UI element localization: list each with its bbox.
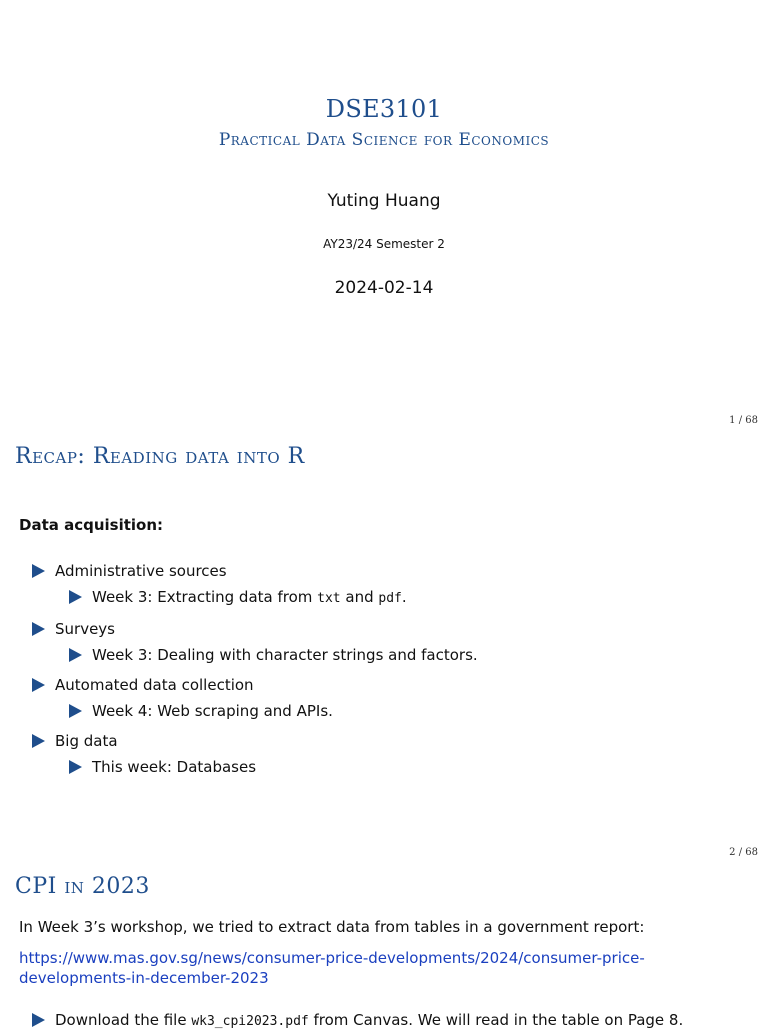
list-item-label: Automated data collection — [55, 676, 254, 694]
code-txt: txt — [317, 591, 341, 606]
sub-list-item — [32, 587, 478, 609]
page-number: 1 / 68 — [729, 415, 758, 426]
triangle-bullet-icon — [69, 704, 82, 718]
sub-item-text: Week 3: Dealing with character strings and factors. — [92, 646, 478, 664]
slide-title: Recap: Reading data into R — [15, 444, 305, 469]
bullet-text: Download the file — [55, 1011, 192, 1029]
course-code: DSE3101 — [325, 95, 443, 123]
triangle-bullet-icon — [69, 760, 82, 774]
sub-item-text: Week 3: Extracting data from — [92, 588, 318, 606]
sub-item-text: This week: Databases — [92, 758, 257, 776]
sub-list-item — [32, 757, 478, 777]
sub-item-text: and — [340, 588, 379, 606]
code-pdf: pdf — [378, 591, 402, 606]
recap-slide — [0, 432, 768, 864]
bullet-text: from Canvas. We will read in the table on Page 8. — [308, 1011, 684, 1029]
sub-list-item — [32, 645, 478, 665]
slide-title: CPI in 2023 — [15, 874, 150, 899]
list-item-label: Administrative sources — [55, 562, 227, 580]
list-item — [32, 619, 478, 639]
title-slide — [0, 0, 768, 432]
list-item-label: Big data — [55, 732, 118, 750]
triangle-bullet-icon — [32, 564, 45, 578]
triangle-bullet-icon — [69, 590, 82, 604]
triangle-bullet-icon — [32, 622, 45, 636]
bullet-list — [32, 557, 478, 777]
code-filename: wk3_cpi2023.pdf — [191, 1014, 309, 1029]
page-number: 2 / 68 — [729, 847, 758, 858]
list-item — [32, 731, 478, 751]
triangle-bullet-icon — [32, 678, 45, 692]
list-item — [32, 561, 478, 581]
cpi-slide — [0, 864, 768, 1029]
sub-item-text: Week 4: Web scraping and APIs. — [92, 702, 333, 720]
sub-item-text: . — [401, 588, 407, 606]
list-item — [32, 675, 478, 695]
semester-label: AY23/24 Semester 2 — [323, 237, 445, 251]
author-name: Yuting Huang — [327, 191, 441, 211]
triangle-bullet-icon — [32, 1013, 45, 1027]
course-subtitle: Practical Data Science for Economics — [218, 130, 550, 150]
triangle-bullet-icon — [32, 734, 45, 748]
intro-text: In Week 3’s workshop, we tried to extract data from tables in a government report: — [19, 918, 645, 936]
block-label: Data acquisition: — [19, 516, 164, 534]
list-item-label: Surveys — [55, 620, 115, 638]
sub-list-item — [32, 701, 478, 721]
triangle-bullet-icon — [69, 648, 82, 662]
lecture-date: 2024-02-14 — [334, 278, 434, 298]
list-item — [32, 1010, 755, 1032]
report-link[interactable]: https://www.mas.gov.sg/news/consumer-price-developments/2024/consumer-price-developments-in-december-2023 — [19, 949, 645, 987]
